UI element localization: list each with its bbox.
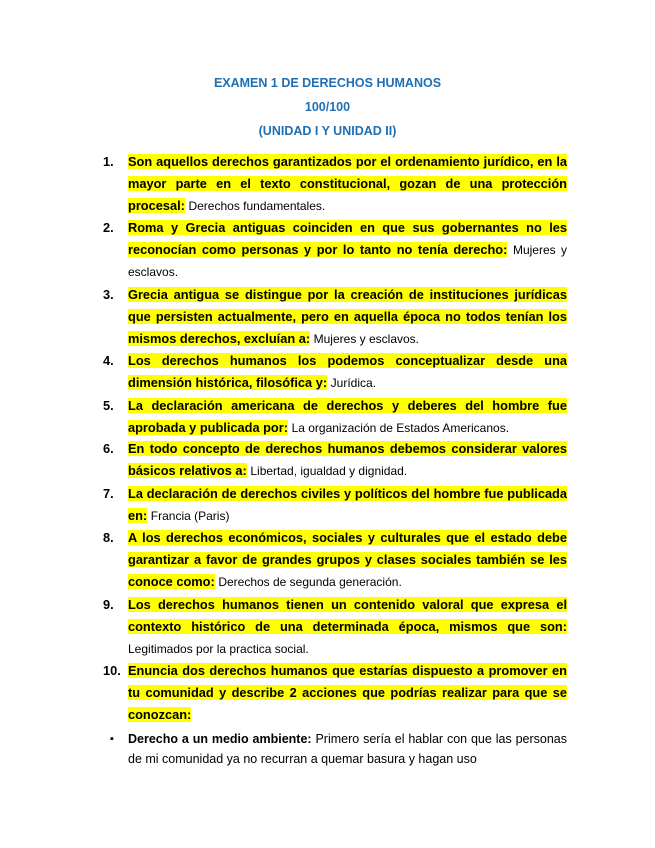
question-text: En todo concepto de derechos humanos debemos considerar valores básicos relativos a: — [128, 441, 567, 478]
question-3 — [103, 284, 567, 350]
question-number: 10. — [103, 663, 121, 678]
question-10 — [103, 660, 567, 726]
question-6 — [103, 438, 567, 482]
question-1 — [103, 151, 567, 217]
exam-title: EXAMEN 1 DE DERECHOS HUMANOS — [213, 76, 442, 90]
question-number: 5. — [103, 398, 114, 413]
question-text: Grecia antigua se distingue por la creación de instituciones jurídicas que persisten actualmente, pero en aquella época no todos tenían los mismos derechos, excluían a: — [128, 287, 567, 346]
question-number: 4. — [103, 353, 114, 368]
question-7 — [103, 483, 567, 527]
question-text: A los derechos económicos, sociales y culturales que el estado debe garantizar a favor de grandes grupos y clases sociales también se les conoce como: — [128, 530, 567, 589]
answer-text: Francia (Paris) — [150, 509, 230, 523]
bullet-label: Derecho a un medio ambiente: — [128, 732, 312, 746]
question-text: La declaración de derechos civiles y políticos del hombre fue publicada en: — [128, 486, 567, 523]
question-number: 1. — [103, 154, 114, 169]
question-text: Roma y Grecia antiguas coinciden en que sus gobernantes no les reconocían como personas y por lo tanto no tenía derecho: — [128, 220, 567, 257]
question-number: 3. — [103, 287, 114, 302]
question-text: Enuncia dos derechos humanos que estarías dispuesto a promover en tu comunidad y describe 2 acciones que podrías realizar para que se conozcan: — [128, 663, 567, 722]
bullet-marker: ▪ — [110, 733, 114, 745]
question-5 — [103, 395, 567, 439]
question-text: La declaración americana de derechos y deberes del hombre fue aprobada y publicada por: — [128, 398, 567, 435]
question-8 — [103, 527, 567, 593]
exam-score: 100/100 — [304, 100, 351, 114]
bullet-body: Primero sería el hablar con que las personas de mi comunidad ya no recurran a quemar basura y hagan uso — [128, 732, 567, 766]
answer-text: Jurídica. — [330, 376, 377, 390]
question-9 — [103, 594, 567, 660]
answer-text: Derechos de segunda generación. — [218, 575, 402, 589]
answer-bullet — [128, 729, 567, 769]
question-2 — [103, 217, 567, 283]
answer-text: Legitimados por la practica social. — [128, 642, 309, 656]
question-text: Son aquellos derechos garantizados por el ordenamiento jurídico, en la mayor parte en el texto constitucional, gozan de una protección procesal: — [128, 154, 567, 213]
question-number: 7. — [103, 486, 114, 501]
answer-text: Libertad, igualdad y dignidad. — [250, 464, 408, 478]
question-number: 2. — [103, 220, 114, 235]
answer-text: Mujeres y esclavos. — [313, 332, 420, 346]
question-text: Los derechos humanos los podemos conceptualizar desde una dimensión histórica, filosófica y: — [128, 353, 567, 390]
answer-text: Mujeres y esclavos. — [128, 243, 568, 279]
question-number: 8. — [103, 530, 114, 545]
question-number: 6. — [103, 441, 114, 456]
exam-units: (UNIDAD I Y UNIDAD II) — [258, 124, 397, 138]
question-4 — [103, 350, 567, 394]
answer-text: La organización de Estados Americanos. — [291, 421, 510, 435]
question-number: 9. — [103, 597, 114, 612]
question-text: Los derechos humanos tienen un contenido valoral que expresa el contexto histórico de una determinada época, mismos que son: — [128, 597, 567, 634]
answer-text: Derechos fundamentales. — [188, 199, 326, 213]
